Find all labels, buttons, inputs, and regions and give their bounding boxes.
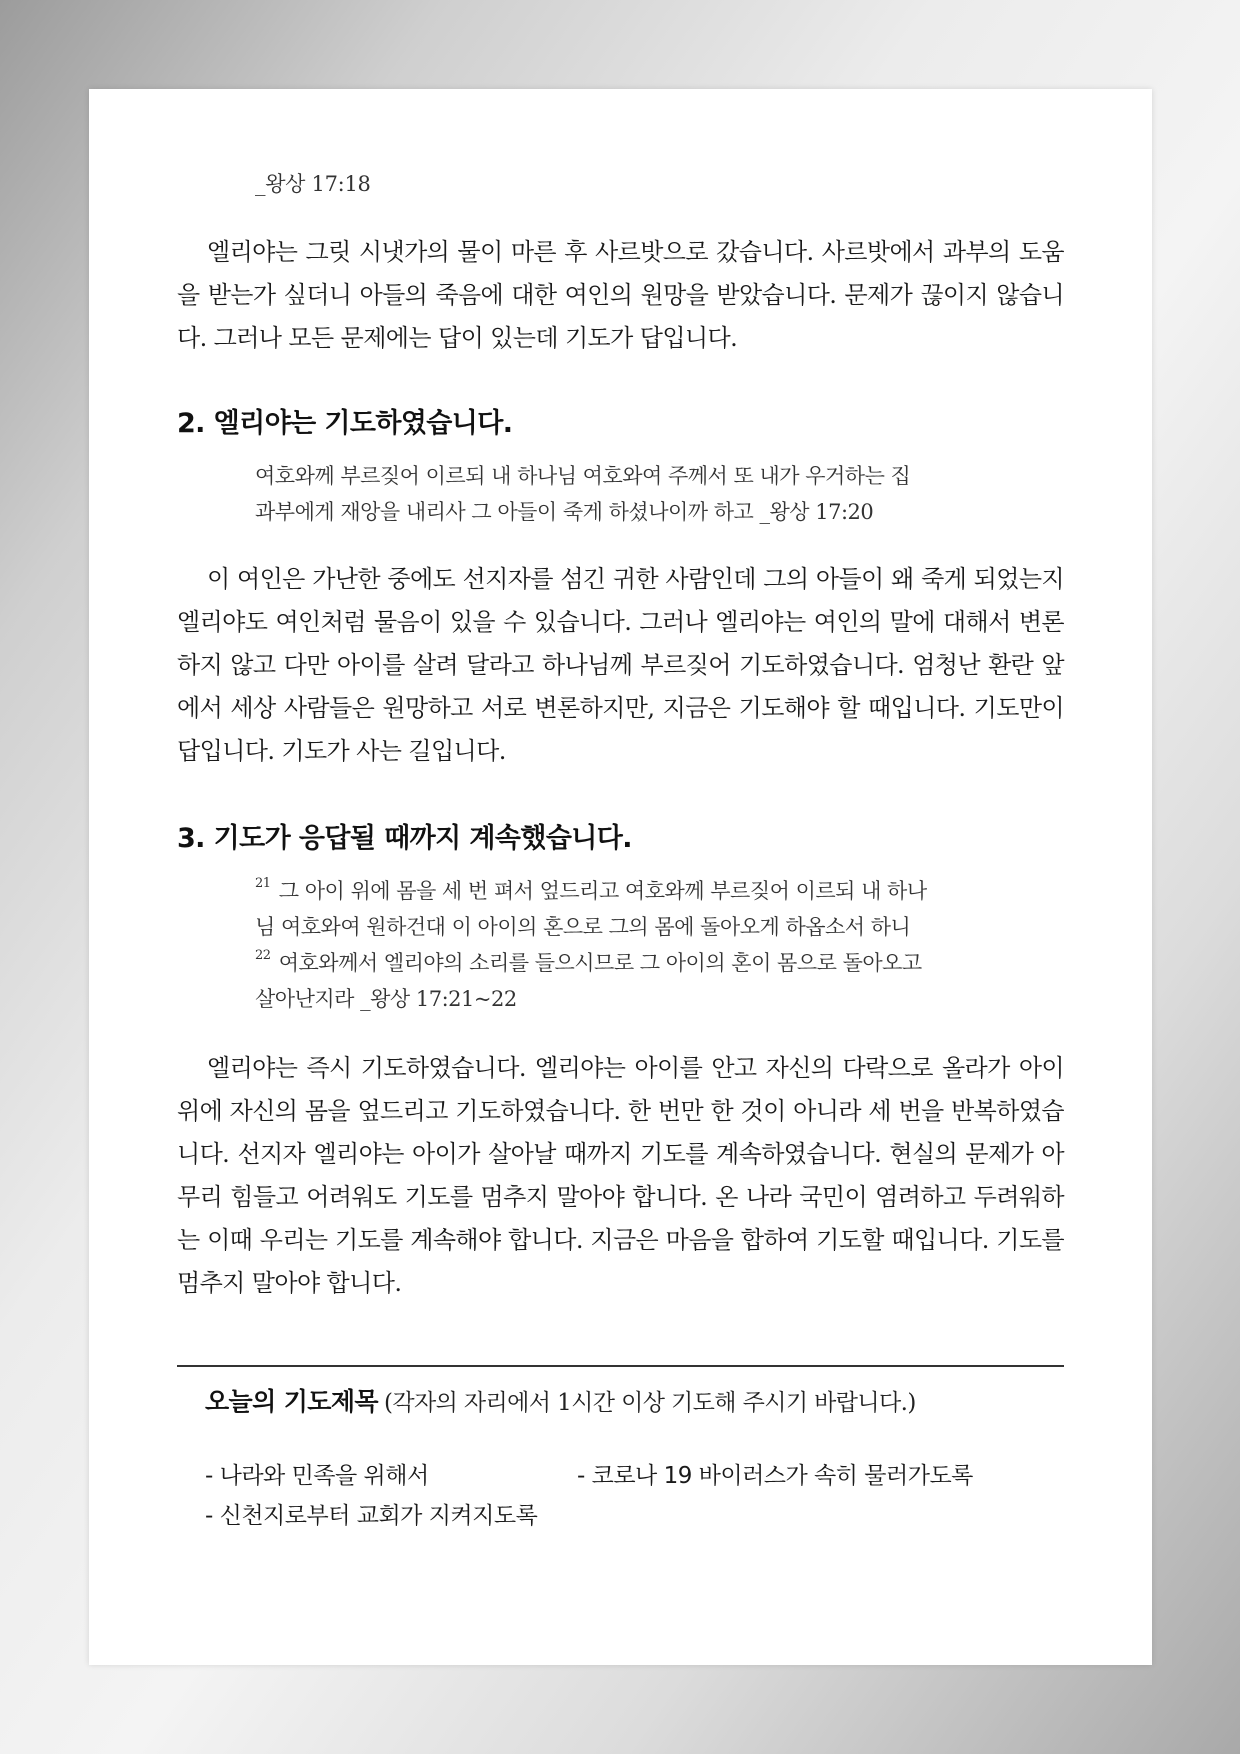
quote-line xyxy=(255,945,991,981)
body-paragraph-3: 엘리야는 즉시 기도하였습니다. 엘리야는 아이를 안고 자신의 다락으로 올라가 아이 위에 자신의 몸을 엎드리고 기도하였습니다. 한 번만 한 것이 아니라 세 번을 반복하였습니다. 선지자 엘리야는 아이가 살아날 때까지 기도를 계속하였습니다. 현실의 문제가 아무리 힘들고 어려워도 기도를 멈추지 말아야 합니다. 온 나라 국민이 염려하고 두려워하는 이때 우리는 기도를 계속해야 합니다. 지금은 마음을 합하여 기도할 때입니다. 기도를 멈추지 말아야 합니다. xyxy=(177,1054,1064,1297)
quote-line: 살아난지라 _왕상 17:21~22 xyxy=(255,987,517,1011)
verse-number: 22 xyxy=(255,948,271,963)
section-heading-3: 3. 기도가 응답될 때까지 계속했습니다. xyxy=(177,823,632,854)
quote-line xyxy=(255,873,991,909)
scripture-reference: _왕상 17:18 xyxy=(255,172,371,196)
verse-number: 21 xyxy=(255,876,271,891)
prayer-item: - 나라와 민족을 위해서 xyxy=(205,1463,429,1489)
quote-line: 여호와께 부르짖어 이르되 내 하나님 여호와여 주께서 또 내가 우거하는 집 xyxy=(255,464,911,488)
section-heading-2: 2. 엘리야는 기도하였습니다. xyxy=(177,408,513,439)
prayer-list xyxy=(205,1456,1064,1536)
body-paragraph-2: 이 여인은 가난한 중에도 선지자를 섬긴 귀한 사람인데 그의 아들이 왜 죽게 되었는지 엘리야도 여인처럼 물음이 있을 수 있습니다. 그러나 엘리야는 여인의 말에 대해서 변론하지 않고 다만 아이를 살려 달라고 하나님께 부르짖어 기도하였습니다. 엄청난 환란 앞에서 세상 사람들은 원망하고 서로 변론하지만, 지금은 기도해야 할 때입니다. 기도만이 답입니다. 기도가 사는 길입니다. xyxy=(177,565,1064,765)
page-content xyxy=(177,167,1064,1536)
document-page xyxy=(89,89,1152,1665)
body-paragraph-1: 엘리야는 그릿 시냇가의 물이 마른 후 사르밧으로 갔습니다. 사르밧에서 과부의 도움을 받는가 싶더니 아들의 죽음에 대한 여인의 원망을 받았습니다. 문제가 끊이지 않습니다. 그러나 모든 문제에는 답이 있는데 기도가 답입니다. xyxy=(177,238,1064,352)
prayer-note: (각자의 자리에서 1시간 이상 기도해 주시기 바랍니다.) xyxy=(383,1390,916,1416)
quote-line: 과부에게 재앙을 내리사 그 아들이 죽게 하셨나이까 하고 _왕상 17:20 xyxy=(255,500,874,524)
prayer-topics-section xyxy=(205,1377,1064,1536)
scripture-quote-17-20 xyxy=(255,458,991,530)
quote-line-text: 그 아이 위에 몸을 세 번 펴서 엎드리고 여호와께 부르짖어 이르되 내 하나 xyxy=(278,879,927,903)
prayer-title-row xyxy=(205,1377,1064,1428)
quote-line-text: 여호와께서 엘리야의 소리를 들으시므로 그 아이의 혼이 몸으로 돌아오고 xyxy=(278,951,922,975)
prayer-title: 오늘의 기도제목 xyxy=(205,1387,378,1416)
quote-line: 님 여호와여 원하건대 이 아이의 혼으로 그의 몸에 돌아오게 하옵소서 하니 xyxy=(255,915,911,939)
prayer-item: - 코로나 19 바이러스가 속히 물러가도록 xyxy=(577,1463,973,1489)
scripture-quote-17-21-22 xyxy=(255,873,991,1017)
section-divider xyxy=(177,1365,1064,1367)
prayer-item: - 신천지로부터 교회가 지켜지도록 xyxy=(205,1503,538,1529)
